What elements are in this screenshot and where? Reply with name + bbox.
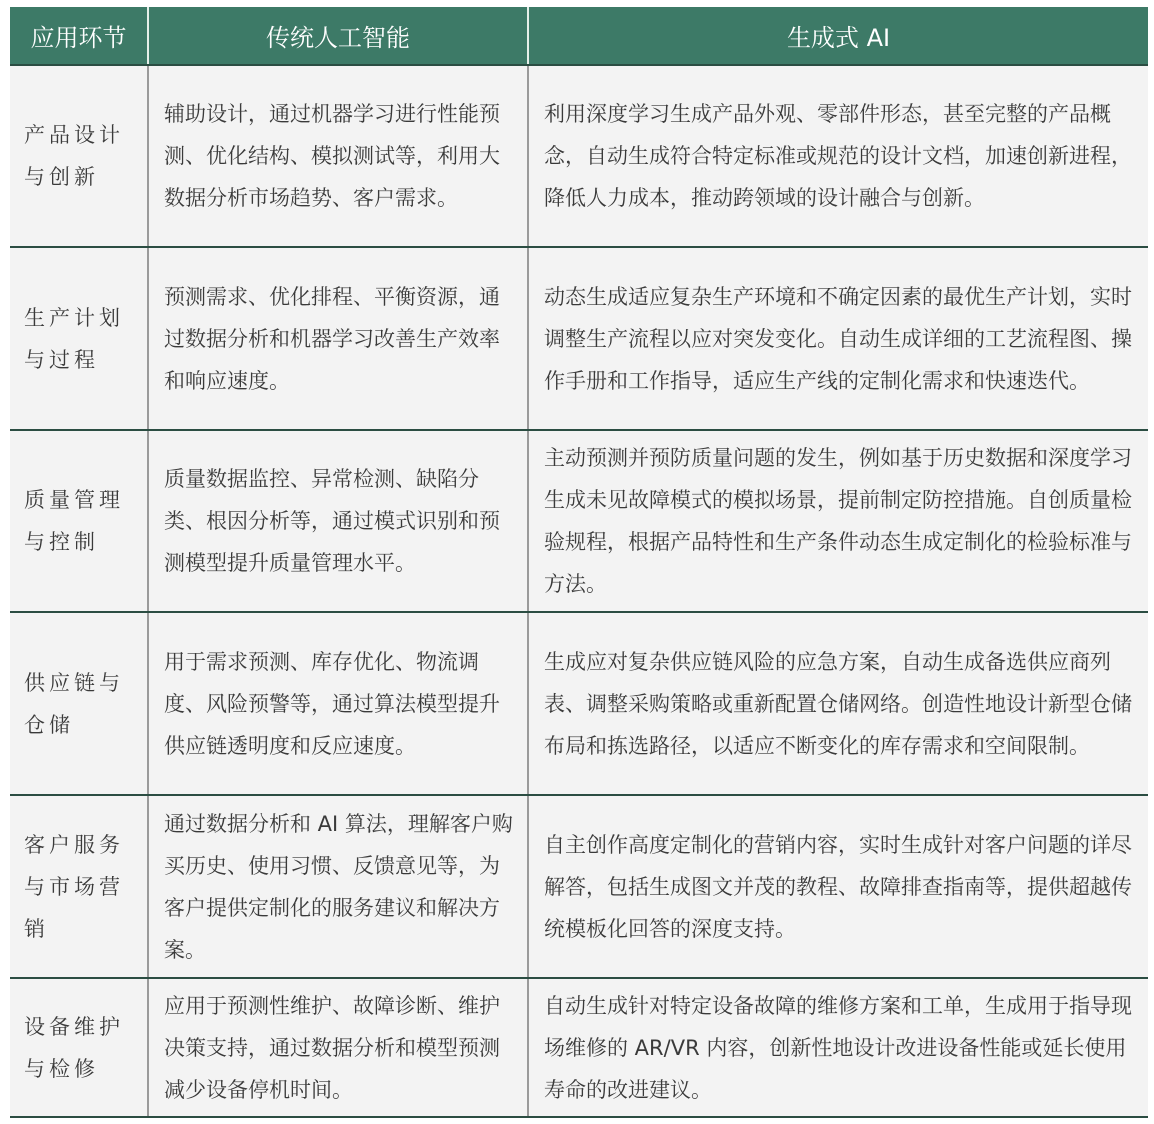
stage-cell: 客户服务与市场营销 [10,795,148,978]
header-stage: 应用环节 [10,7,148,65]
traditional-cell: 预测需求、优化排程、平衡资源，通过数据分析和机器学习改善生产效率和响应速度。 [148,247,528,430]
generative-cell: 生成应对复杂供应链风险的应急方案，自动生成备选供应商列表、调整采购策略或重新配置仓储网络。创造性地设计新型仓储布局和拣选路径，以适应不断变化的库存需求和空间限制。 [528,612,1148,795]
stage-cell: 质量管理与控制 [10,430,148,612]
comparison-table [10,7,1148,1118]
traditional-cell: 应用于预测性维护、故障诊断、维护决策支持，通过数据分析和模型预测减少设备停机时间。 [148,978,528,1117]
table-row [10,247,1148,430]
table-row [10,65,1148,247]
header-row [10,7,1148,65]
generative-cell: 动态生成适应复杂生产环境和不确定因素的最优生产计划，实时调整生产流程以应对突发变化。自动生成详细的工艺流程图、操作手册和工作指导，适应生产线的定制化需求和快速迭代。 [528,247,1148,430]
generative-cell: 利用深度学习生成产品外观、零部件形态，甚至完整的产品概念，自动生成符合特定标准或规范的设计文档，加速创新进程，降低人力成本，推动跨领域的设计融合与创新。 [528,65,1148,247]
stage-cell: 产品设计与创新 [10,65,148,247]
generative-cell: 自主创作高度定制化的营销内容，实时生成针对客户问题的详尽解答，包括生成图文并茂的教程、故障排查指南等，提供超越传统模板化回答的深度支持。 [528,795,1148,978]
table-row [10,795,1148,978]
stage-cell: 供应链与仓储 [10,612,148,795]
generative-cell: 主动预测并预防质量问题的发生，例如基于历史数据和深度学习生成未见故障模式的模拟场景，提前制定防控措施。自创质量检验规程，根据产品特性和生产条件动态生成定制化的检验标准与方法。 [528,430,1148,612]
stage-cell: 生产计划与过程 [10,247,148,430]
stage-cell: 设备维护与检修 [10,978,148,1117]
header-generative-ai: 生成式 AI [528,7,1148,65]
traditional-cell: 通过数据分析和 AI 算法，理解客户购买历史、使用习惯、反馈意见等，为客户提供定制化的服务建议和解决方案。 [148,795,528,978]
traditional-cell: 质量数据监控、异常检测、缺陷分类、根因分析等，通过模式识别和预测模型提升质量管理水平。 [148,430,528,612]
traditional-cell: 辅助设计，通过机器学习进行性能预测、优化结构、模拟测试等，利用大数据分析市场趋势、客户需求。 [148,65,528,247]
traditional-cell: 用于需求预测、库存优化、物流调度、风险预警等，通过算法模型提升供应链透明度和反应速度。 [148,612,528,795]
table-row [10,430,1148,612]
generative-cell: 自动生成针对特定设备故障的维修方案和工单，生成用于指导现场维修的 AR/VR 内容，创新性地设计改进设备性能或延长使用寿命的改进建议。 [528,978,1148,1117]
header-traditional-ai: 传统人工智能 [148,7,528,65]
comparison-table-container [10,7,1148,1118]
table-row [10,612,1148,795]
table-row [10,978,1148,1117]
